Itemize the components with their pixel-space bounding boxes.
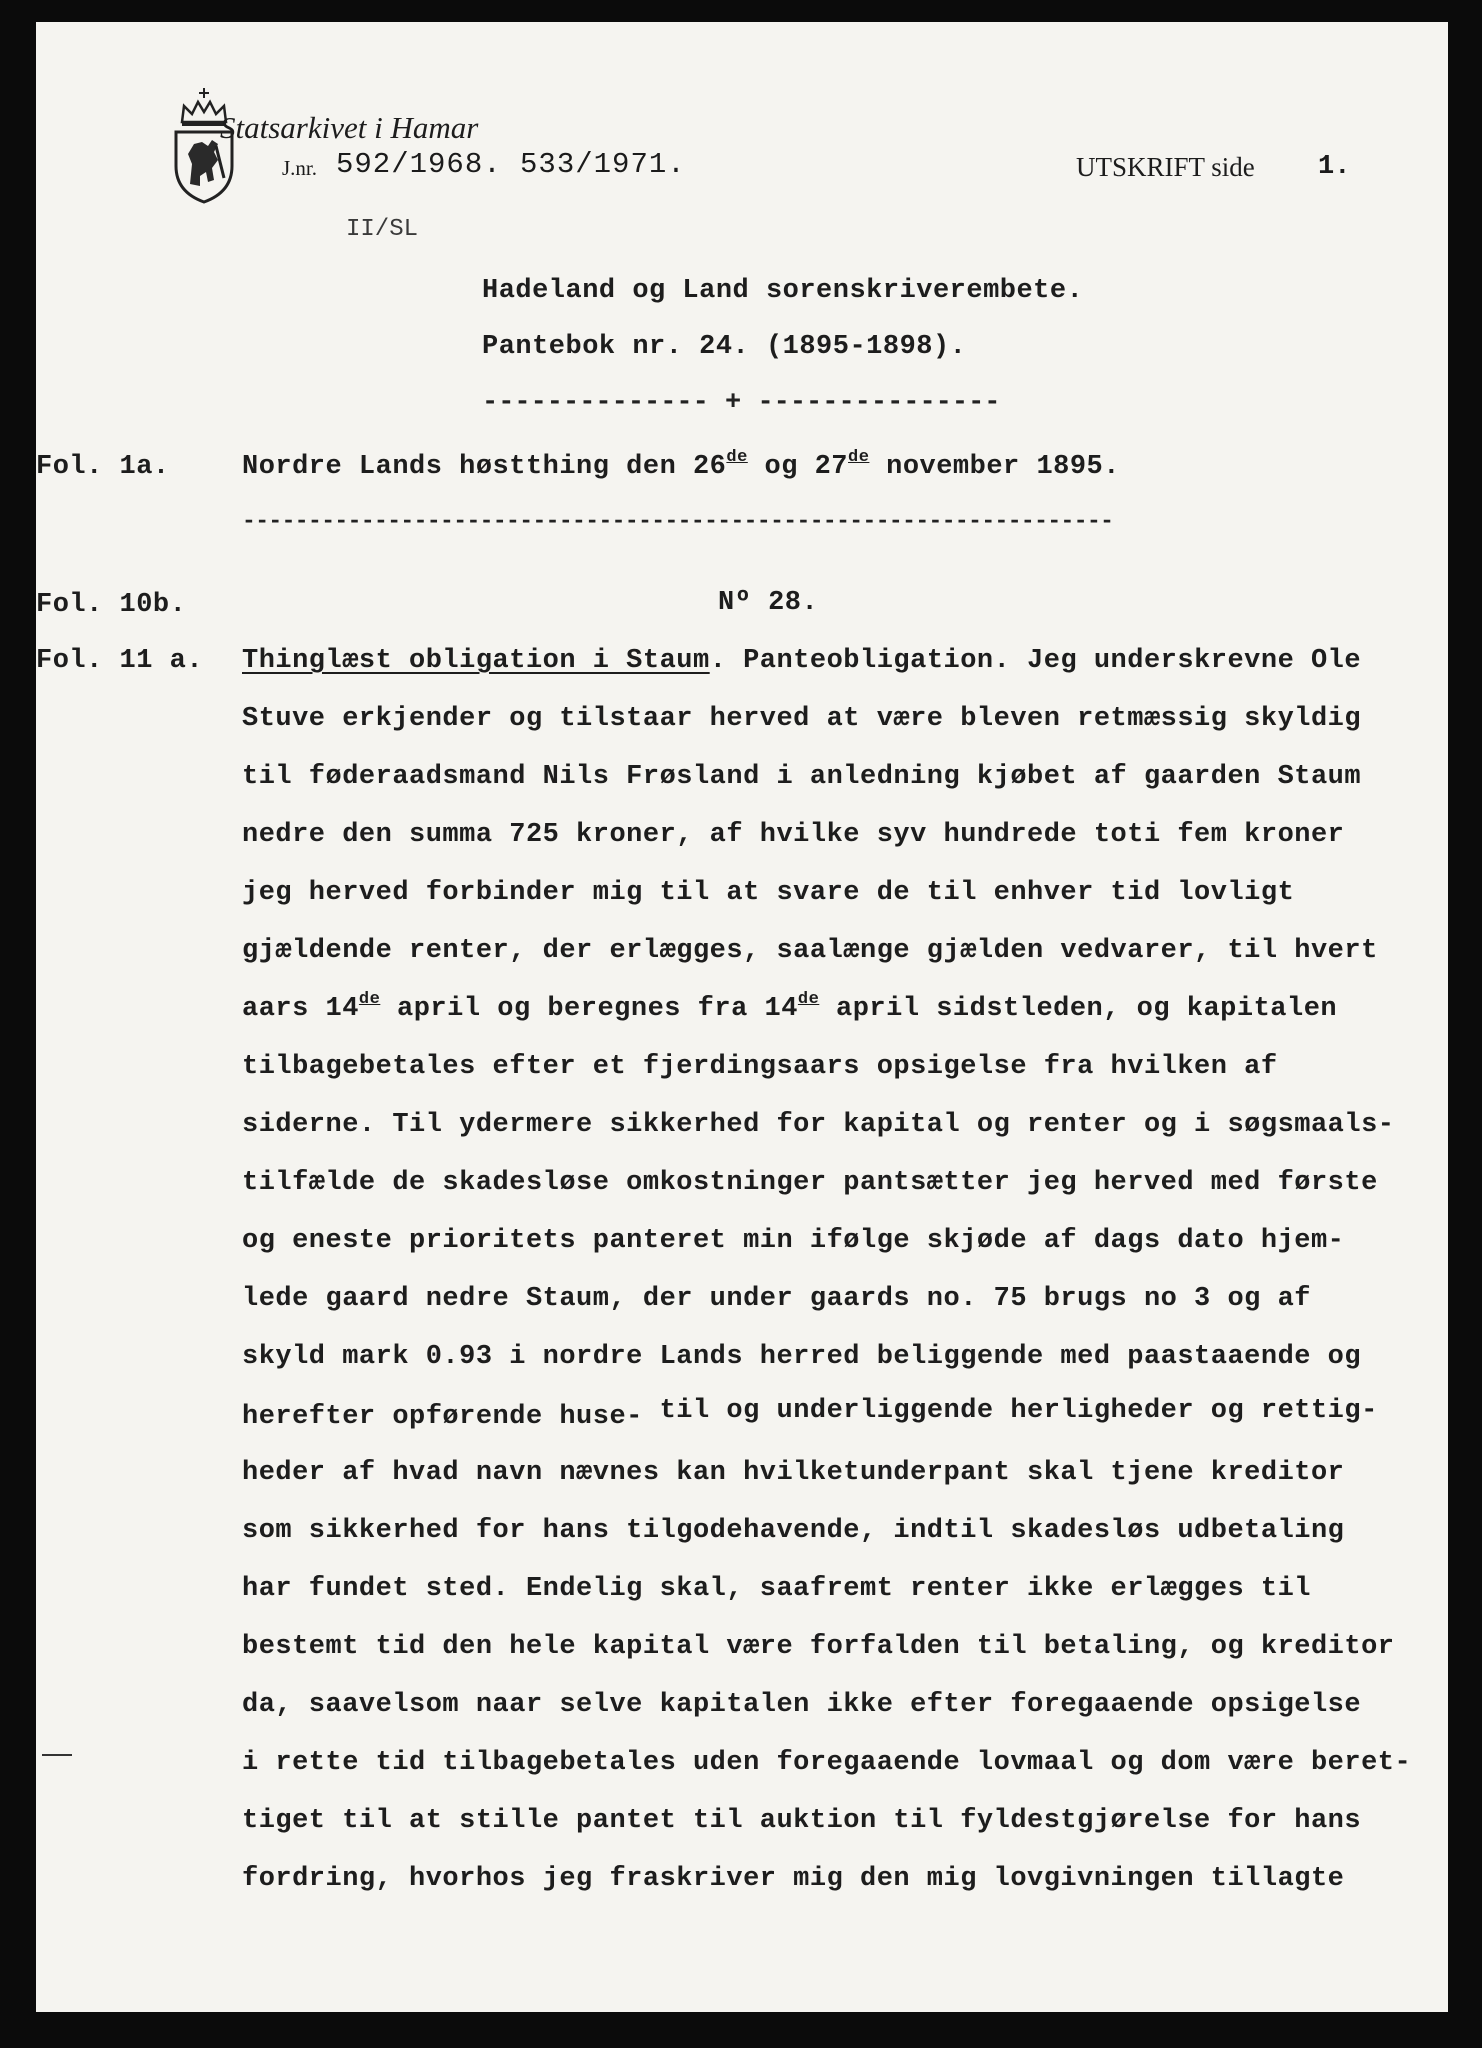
body-line-21: fordring, hvorhos jeg fraskriver mig den mig lovgivningen tillagte — [242, 1864, 1345, 1894]
divider-right: --------------- — [757, 388, 1001, 418]
session-text-a: Nordre Lands høstthing den 26 — [242, 452, 727, 482]
divider-plus: + — [725, 388, 742, 418]
office-title: Hadeland og Land sorenskriverembete. — [482, 276, 1084, 306]
margin-mark — [42, 1754, 72, 1756]
fol-1a-label: Fol. 1a. — [36, 452, 170, 482]
long-divider: ------------------------------------------------------------------ — [242, 508, 1114, 534]
body-line-1: Stuve erkjender og tilstaar herved at være bleven retmæssig skyldig — [242, 704, 1362, 734]
body-line-17: bestemt tid den hele kapital være forfalden til betaling, og kreditor — [242, 1632, 1395, 1662]
book-years: (1895-1898). — [765, 332, 967, 362]
body-line-5: gjældende renter, der erlægges, saalænge gjælden vedvarer, til hvert — [242, 936, 1378, 966]
body-line-9: tilfælde de skadesløse omkostninger pantsætter jeg herved med første — [242, 1168, 1378, 1198]
fol-10b-label: Fol. 10b. — [36, 590, 187, 620]
body-line-19: i rette tid tilbagebetales uden foregaaende lovmaal og dom være beret- — [242, 1748, 1412, 1778]
body-line-14: heder af hvad navn nævnes kan hvilketunderpant skal tjene kreditor — [242, 1458, 1345, 1488]
reference-code: II/SL — [346, 216, 419, 243]
archive-name: Statsarkivet i Hamar — [220, 110, 479, 145]
fol-11a-label: Fol. 11 a. — [36, 646, 204, 676]
jnr-label: J.nr. — [282, 156, 318, 180]
divider-left: -------------- — [482, 388, 709, 418]
body-line-15: som sikkerhed for hans tilgodehavende, indtil skadesløs udbetaling — [242, 1516, 1345, 1546]
body-line-4: jeg herved forbinder mig til at svare de til enhver tid lovligt — [242, 878, 1295, 908]
body-line-16: har fundet sted. Endelig skal, saafremt renter ikke erlægges til — [242, 1574, 1311, 1604]
superscript: de — [358, 990, 381, 1009]
page-number: 1. — [1318, 152, 1351, 182]
line6-text-a: aars 14 — [242, 994, 359, 1024]
body-line-3: nedre den summa 725 kroner, af hvilke syv hundrede toti fem kroner — [242, 820, 1345, 850]
book-title — [482, 332, 966, 362]
body-line-7: tilbagebetales efter et fjerdingsaars opsigelse fra hvilken af — [242, 1052, 1278, 1082]
norwegian-lion-crest-icon — [172, 88, 236, 204]
entry-heading: Thinglæst obligation i Staum — [242, 646, 710, 676]
title-divider — [482, 388, 1001, 418]
superscript: de — [726, 448, 748, 467]
line6-text-b: april og beregnes fra 14 — [380, 994, 798, 1024]
body-line-12: skyld mark 0.93 i nordre Lands herred beliggende med paastaaende og — [242, 1342, 1362, 1372]
body-line-6 — [242, 990, 1338, 1024]
book-number: 24. — [699, 332, 750, 362]
superscript: de — [848, 448, 870, 467]
utskrift-label: UTSKRIFT side — [1076, 152, 1255, 182]
body-line-11: lede gaard nedre Staum, der under gaards no. 75 brugs no 3 og af — [242, 1284, 1311, 1314]
body-line-8: siderne. Til ydermere sikkerhed for kapital og renter og i søgsmaals- — [242, 1110, 1395, 1140]
body-line-10: og eneste prioritets panteret min ifølge skjøde af dags dato hjem- — [242, 1226, 1345, 1256]
body-line-18: da, saavelsom naar selve kapitalen ikke efter foregaaende opsigelse — [242, 1690, 1362, 1720]
fol-1a-text — [242, 448, 1120, 482]
session-text-b: og 27 — [747, 452, 849, 482]
body-line-13 — [242, 1396, 1378, 1432]
entry-number: Nº 28. — [718, 588, 819, 618]
line13-text-b: til og underliggende herligheder og rettig- — [659, 1396, 1378, 1426]
body-line-20: tiget til at stille pantet til auktion til fyldestgjørelse for hans — [242, 1806, 1362, 1836]
document-page — [36, 22, 1448, 2012]
fol-11a-first-line — [242, 646, 1361, 676]
jnr-value: 592/1968. 533/1971. — [336, 148, 686, 181]
line13-text-a: herefter opførende huse- — [242, 1402, 643, 1432]
line6-text-c: april sidstleden, og kapitalen — [819, 994, 1338, 1024]
session-text-c: november 1895. — [869, 452, 1120, 482]
book-prefix: Pantebok nr. — [482, 332, 683, 362]
superscript: de — [797, 990, 820, 1009]
entry-heading-rest: . Panteobligation. Jeg underskrevne Ole — [709, 646, 1362, 676]
body-line-2: til føderaadsmand Nils Frøsland i anledning kjøbet af gaarden Staum — [242, 762, 1362, 792]
